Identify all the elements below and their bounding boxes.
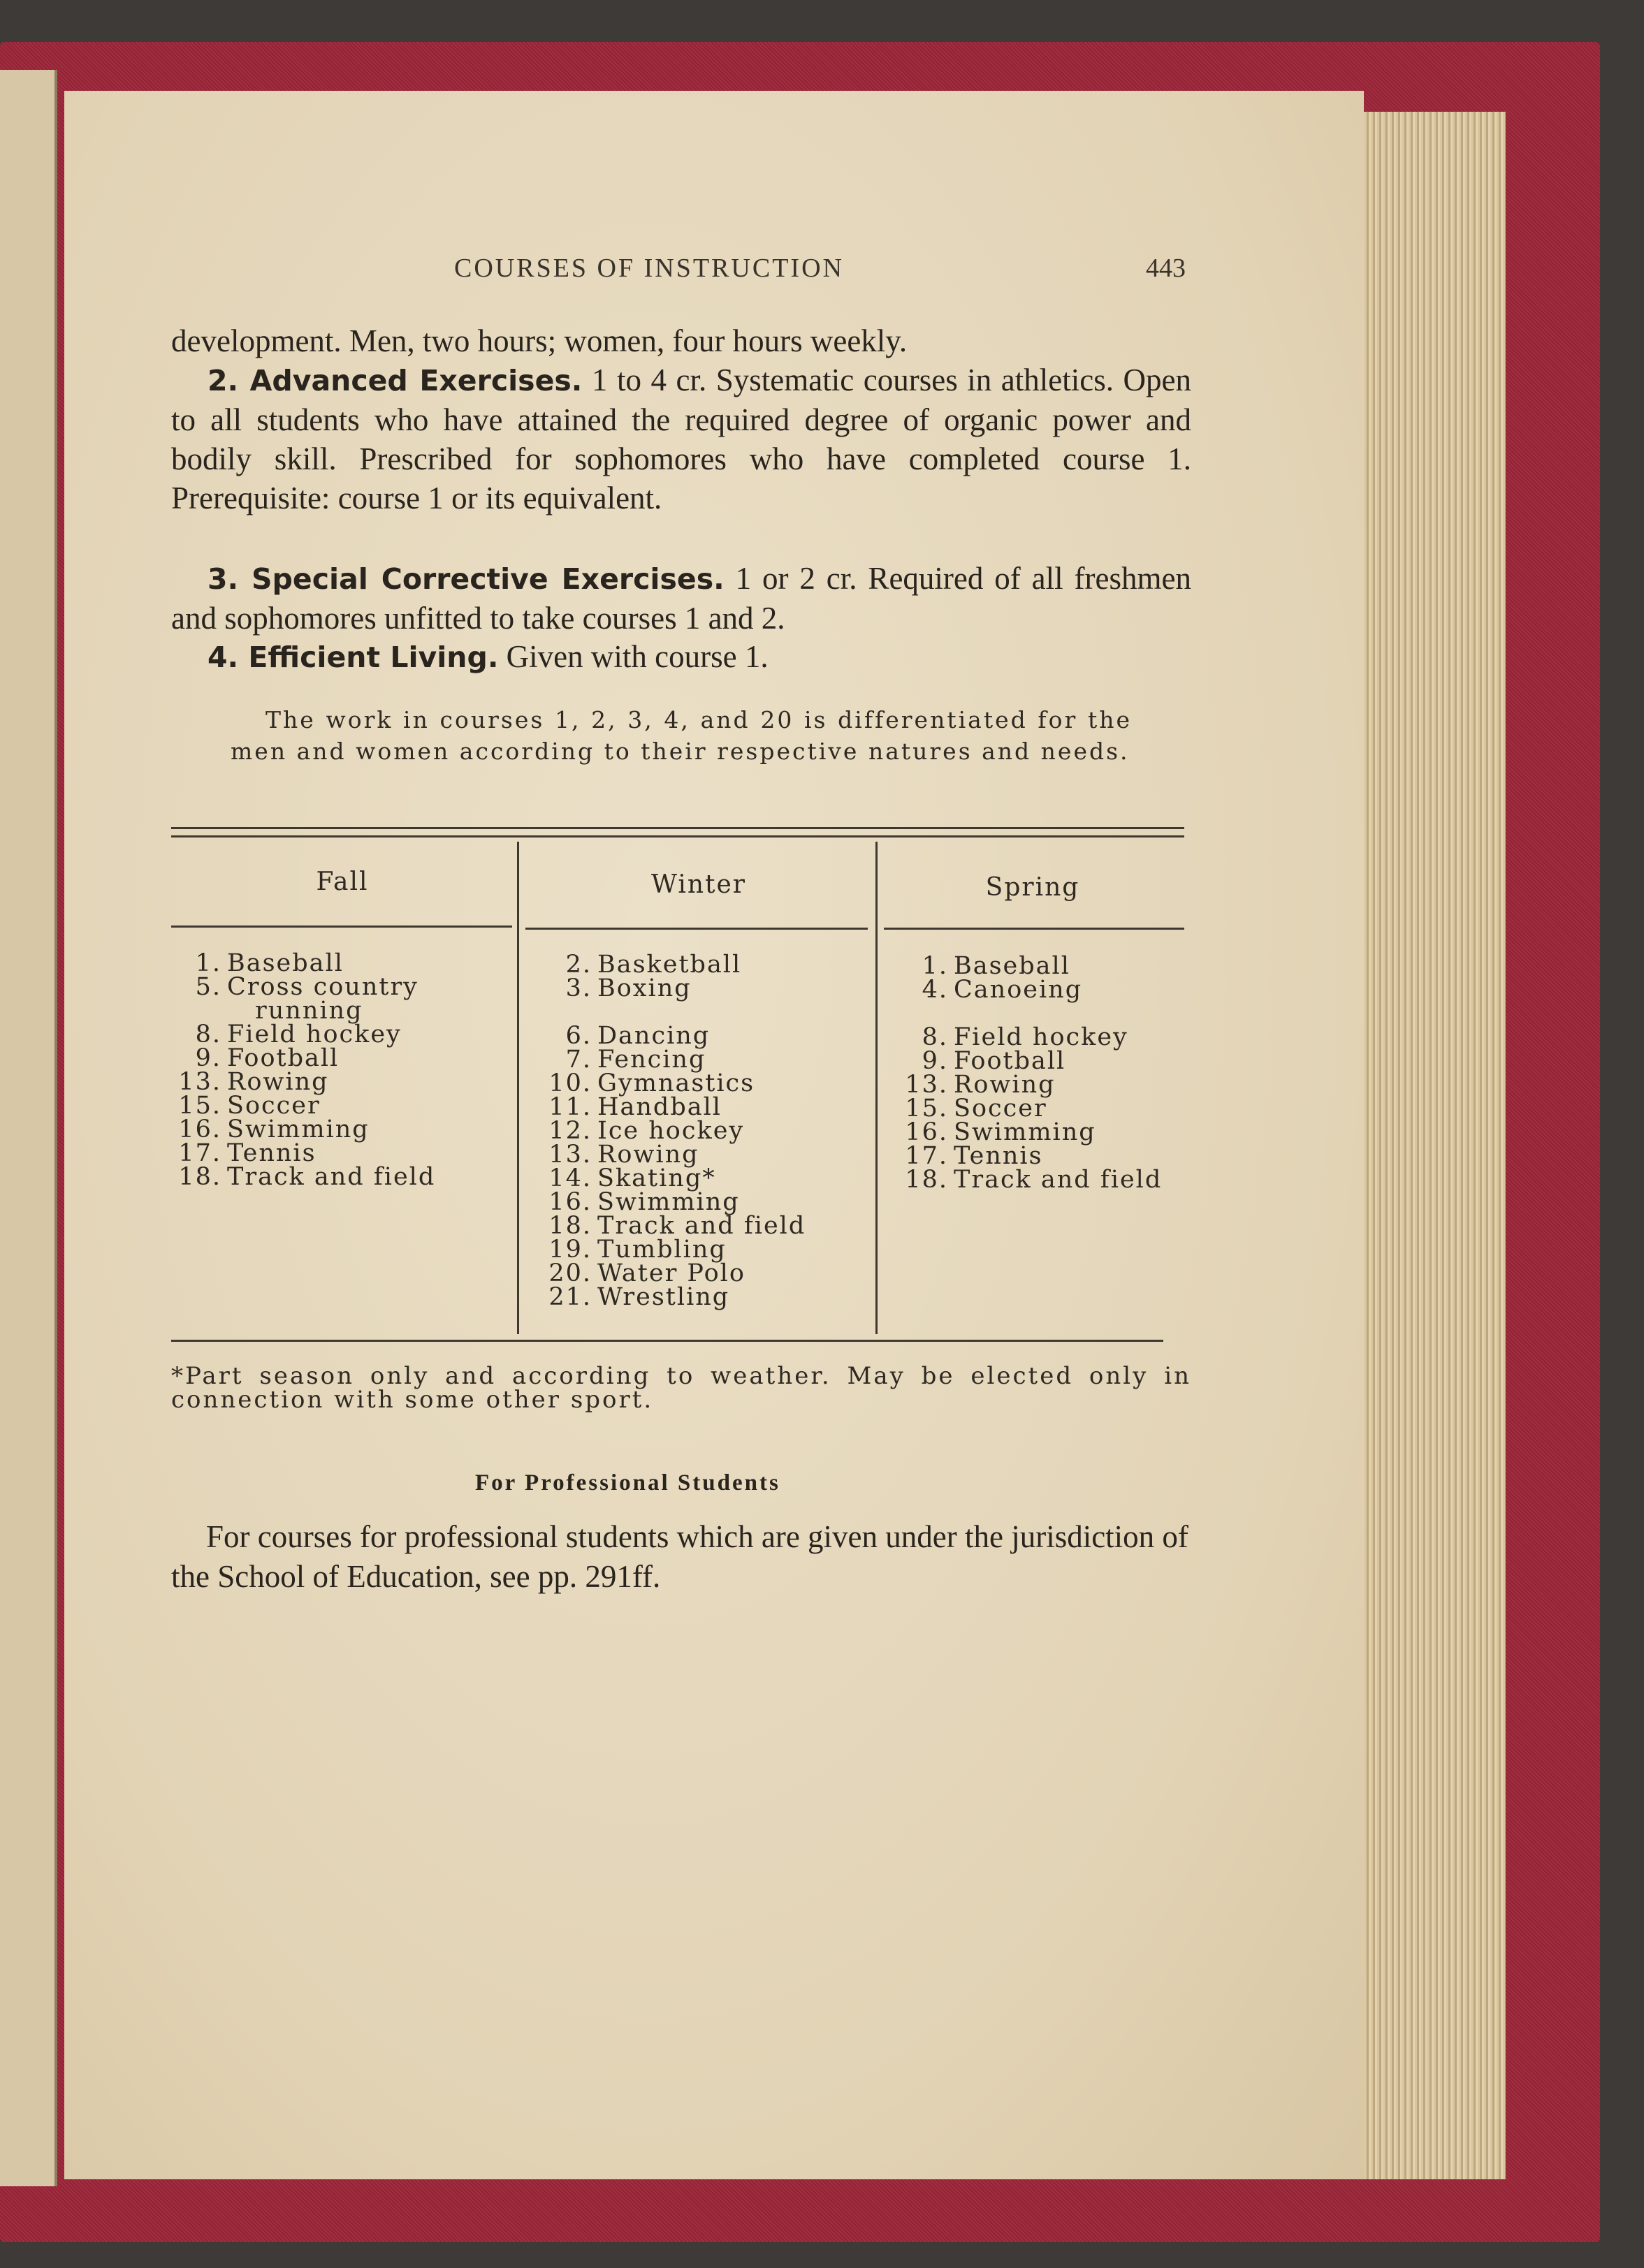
item-number: 9. (922, 1047, 948, 1075)
course-3-text: 1 or 2 cr. Required of all freshmen and sophomores unfitted to take courses 1 and 2. (171, 561, 1191, 636)
page-number: 443 (1146, 254, 1186, 283)
spring-sports-list (898, 954, 1205, 1192)
item-number: 1. (922, 952, 948, 980)
book-page (64, 91, 1364, 2179)
item-name: Track and field (597, 1212, 806, 1240)
item-name: Wrestling (597, 1283, 730, 1311)
item-number: 18. (178, 1163, 221, 1191)
item-number: 5. (195, 973, 221, 1001)
item-name: Swimming (954, 1118, 1096, 1146)
list-item (898, 1144, 1205, 1168)
item-name: Swimming (597, 1188, 740, 1216)
item-number: 14. (548, 1164, 592, 1192)
course-2-title: 2. Advanced Exercises. (208, 364, 583, 397)
list-item (171, 999, 507, 1023)
item-name: Rowing (954, 1071, 1056, 1099)
list-item (898, 1073, 1205, 1097)
item-number: 15. (905, 1095, 948, 1122)
running-title: COURSES OF INSTRUCTION (454, 254, 844, 283)
item-number: 9. (195, 1044, 221, 1072)
item-name: Football (227, 1044, 340, 1072)
list-item (541, 1071, 870, 1095)
item-number: 18. (905, 1166, 948, 1194)
item-number: 16. (178, 1115, 221, 1143)
column-header-spring: Spring (985, 873, 1080, 902)
list-item (898, 1049, 1205, 1073)
list-item (898, 954, 1205, 978)
list-spacer (541, 1000, 870, 1024)
list-item (541, 951, 870, 979)
item-number: 13. (905, 1071, 948, 1099)
column-header-winter: Winter (650, 870, 747, 899)
item-number: 11. (548, 1093, 592, 1121)
item-number: 18. (548, 1212, 592, 1240)
list-item (541, 1190, 870, 1214)
list-item (541, 1119, 870, 1143)
list-item (541, 1214, 870, 1238)
column-header-fall: Fall (316, 868, 369, 896)
spring-header-rule (884, 928, 1184, 930)
list-spacer (898, 1002, 1205, 1025)
list-item (541, 1261, 870, 1285)
item-number: 10. (548, 1069, 592, 1097)
item-name: Baseball (227, 949, 344, 977)
item-name: running (255, 997, 363, 1025)
item-name: Field hockey (227, 1020, 402, 1048)
item-name: Cross country (227, 973, 419, 1001)
item-name: Soccer (227, 1092, 321, 1120)
table-footnote: *Part season only and according to weather. May be elected only in connection with some other sport. (171, 1362, 1191, 1414)
page-edges (1352, 112, 1506, 2179)
item-name: Boxing (597, 974, 692, 1002)
list-item (541, 1141, 870, 1169)
list-item (171, 1094, 507, 1118)
course-3-paragraph (171, 559, 1191, 638)
list-item (171, 951, 507, 975)
item-name: Fencing (597, 1046, 706, 1074)
list-item (541, 1046, 870, 1074)
list-item (171, 1070, 507, 1094)
item-name: Football (954, 1047, 1066, 1075)
item-name: Rowing (597, 1141, 699, 1169)
table-top-rule (171, 827, 1184, 829)
course-2-text: 1 to 4 cr. Systematic courses in athletics. Open to all students who have attained the required degree of organic power and bodily skill. Prescribed for sophomores who have completed course 1. Prerequisite: course 1 or its equivalent. (171, 363, 1191, 515)
course-4-title: 4. Efficient Living. (208, 641, 499, 674)
item-name: Track and field (227, 1163, 436, 1191)
item-number: 17. (905, 1142, 948, 1170)
item-number: 12. (548, 1117, 592, 1145)
item-name: Water Polo (597, 1259, 745, 1287)
item-number: 16. (905, 1118, 948, 1146)
column-divider-2 (875, 842, 878, 1334)
list-item (898, 978, 1205, 1002)
item-name: Tennis (954, 1142, 1043, 1170)
item-number: 7. (565, 1046, 592, 1074)
item-name: Swimming (227, 1115, 370, 1143)
section-heading-professional: For Professional Students (475, 1470, 780, 1495)
item-name: Skating* (597, 1164, 716, 1192)
list-item (541, 1095, 870, 1119)
item-number: 1. (195, 949, 221, 977)
winter-header-rule (525, 928, 868, 930)
item-number: 3. (565, 974, 592, 1002)
item-name: Tennis (227, 1139, 317, 1167)
item-name: Gymnastics (597, 1069, 755, 1097)
item-number: 8. (195, 1020, 221, 1048)
item-name: Handball (597, 1093, 722, 1121)
list-item (898, 1168, 1205, 1192)
list-item (898, 1097, 1205, 1120)
list-item (171, 1020, 507, 1048)
item-number: 17. (178, 1139, 221, 1167)
course-2-paragraph (171, 360, 1191, 518)
item-number: 4. (922, 976, 948, 1004)
item-number: 13. (178, 1068, 221, 1096)
list-item (898, 1025, 1205, 1049)
item-number: 13. (548, 1141, 592, 1169)
item-name: Track and field (954, 1166, 1163, 1194)
item-name: Basketball (597, 951, 742, 979)
item-number: 2. (565, 951, 592, 979)
list-item (171, 1165, 507, 1189)
item-name: Field hockey (954, 1023, 1128, 1051)
item-number: 15. (178, 1092, 221, 1120)
list-item (171, 1141, 507, 1165)
column-divider-1 (517, 842, 519, 1334)
differentiation-note: The work in courses 1, 2, 3, 4, and 20 is differentiated for the men and women according to their respective natures and needs. (231, 706, 1132, 765)
item-name: Ice hockey (597, 1117, 745, 1145)
list-item (541, 976, 870, 1000)
list-item (541, 1236, 870, 1264)
item-name: Soccer (954, 1095, 1047, 1122)
list-item (898, 1120, 1205, 1144)
item-number: 20. (548, 1259, 592, 1287)
item-name: Dancing (597, 1022, 711, 1050)
fall-sports-list (171, 951, 507, 1189)
item-name: Rowing (227, 1068, 329, 1096)
winter-sports-list (541, 953, 870, 1309)
list-item (541, 1024, 870, 1048)
paragraph-development: development. Men, two hours; women, four hours weekly. (171, 323, 908, 358)
table-top-rule-2 (171, 835, 1184, 837)
item-name: Canoeing (954, 976, 1083, 1004)
list-item (171, 975, 507, 999)
list-item (171, 1115, 507, 1143)
list-item (171, 1046, 507, 1070)
item-name: Tumbling (597, 1236, 727, 1264)
course-4-text: Given with course 1. (498, 639, 769, 674)
item-number: 8. (922, 1023, 948, 1051)
table-bottom-rule (171, 1340, 1163, 1342)
professional-paragraph: For courses for professional students which are given under the jurisdiction of the School of Education, see pp. 291ff. (171, 1519, 1188, 1594)
item-number: 21. (548, 1283, 592, 1311)
item-name: Baseball (954, 952, 1070, 980)
list-item (541, 1285, 870, 1309)
course-3-title: 3. Special Corrective Exercises. (208, 562, 725, 596)
list-item (541, 1166, 870, 1190)
item-number: 19. (548, 1236, 592, 1264)
course-4-paragraph (171, 637, 1191, 677)
item-number: 6. (565, 1022, 592, 1050)
item-number: 16. (548, 1188, 592, 1216)
fall-header-rule (171, 926, 512, 928)
